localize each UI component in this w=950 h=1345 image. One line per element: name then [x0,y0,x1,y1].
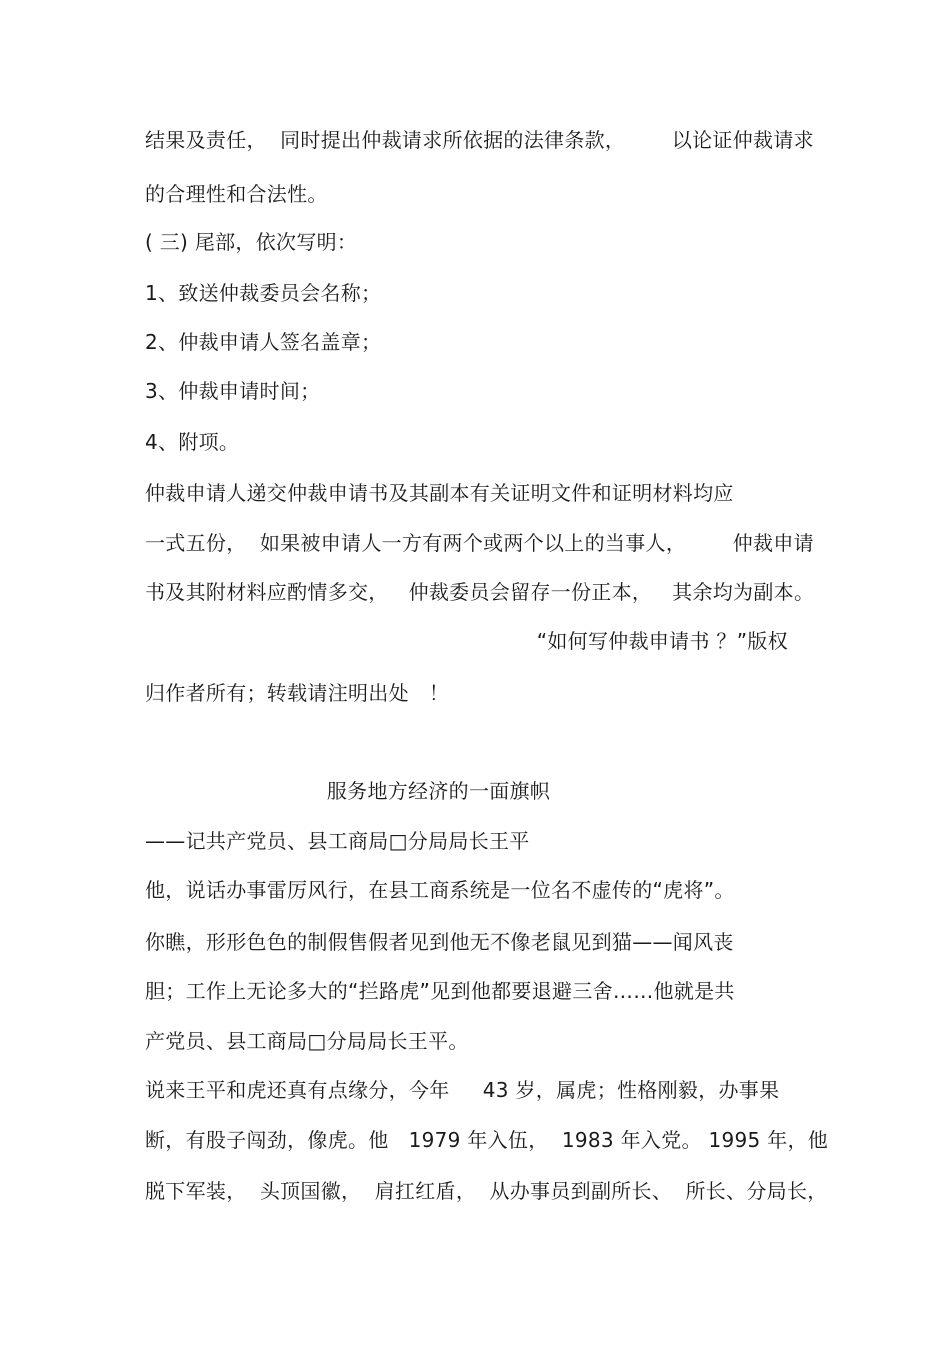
paragraph-line: 产党员、县工商局□分局局长王平。 [145,1029,469,1053]
list-item: 4、附项。 [145,430,240,454]
paragraph-line: 的合理性和合法性。 [145,182,328,206]
list-item: 3、仲裁申请时间； [145,379,321,403]
paragraph-line: 一式五份， 如果被申请人一方有两个或两个以上的当事人， 仲裁申请 [145,531,814,555]
paragraph-line: 书及其附材料应酌情多交， 仲裁委员会留存一份正本， 其余均为副本。 [145,580,815,604]
paragraph-line: 他，说话办事雷厉风行，在县工商系统是一位名不虚传的“虎将”。 [145,878,735,902]
paragraph-line: 结果及责任， 同时提出仲裁请求所依据的法律条款， 以论证仲裁请求 [145,128,814,152]
paragraph-line: 断，有股子闯劲，像虎。他 1979 年入伍， 1983 年入党。 1995 年，他 [145,1128,829,1152]
article-title: 服务地方经济的一面旗帜 [326,779,551,803]
paragraph-line: 说来王平和虎还真有点缘分，今年 43 岁，属虎；性格刚毅，办事果 [145,1078,780,1102]
paragraph-line: 你瞧，形形色色的制假售假者见到他无不像老鼠见到猫——闻风丧 [145,930,734,954]
copyright-notice: 归作者所有；转载请注明出处 ！ [145,681,450,705]
paragraph-line: 仲裁申请人递交仲裁申请书及其副本有关证明文件和证明材料均应 [145,481,734,505]
paragraph-line: 胆；工作上无论多大的“拦路虎”见到他都要退避三舍……他就是共 [145,979,735,1003]
article-subtitle: ——记共产党员、县工商局□分局局长王平 [145,829,530,853]
copyright-notice: “如何写仲裁申请书 ？”版权 [536,629,788,653]
paragraph-line: 脱下军装， 头顶国徽， 肩扛红盾， 从办事员到副所长、 所长、分局长， [145,1179,828,1203]
list-item: 2、仲裁申请人签名盖章； [145,330,382,354]
section-heading: ( 三) 尾部，依次写明： [145,230,358,254]
list-item: 1、致送仲裁委员会名称； [145,281,382,305]
